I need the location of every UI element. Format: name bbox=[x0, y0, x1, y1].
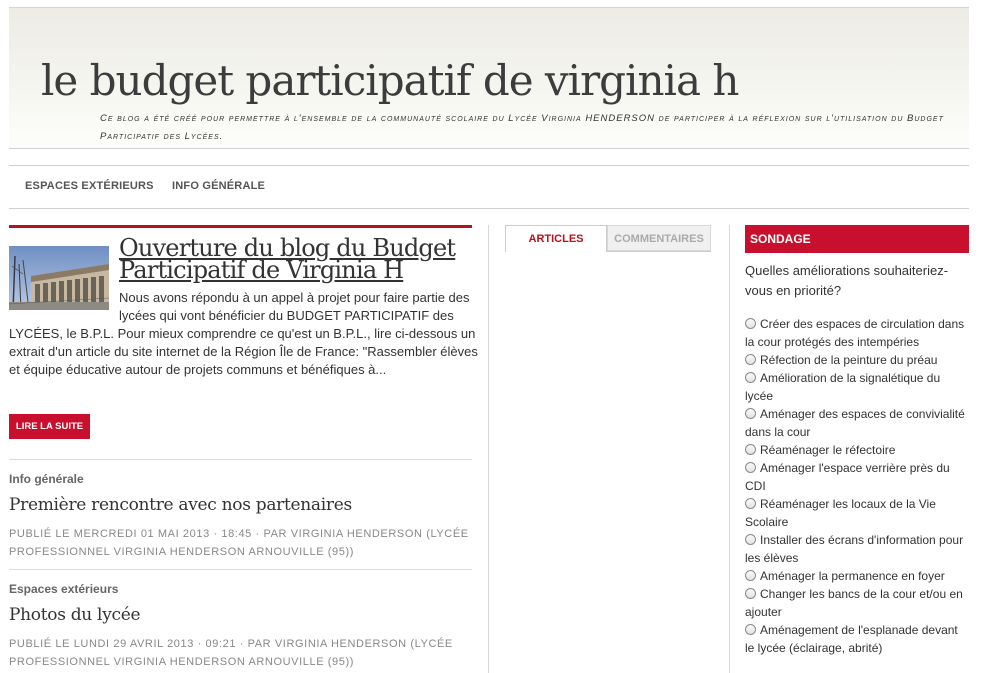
poll-option[interactable] bbox=[745, 405, 969, 441]
poll-option[interactable] bbox=[745, 531, 969, 567]
poll-option[interactable] bbox=[745, 585, 969, 621]
site-title[interactable]: le budget participatif de virginia h bbox=[41, 56, 739, 105]
radio-button[interactable] bbox=[745, 534, 756, 545]
poll-option-label: Réaménager le réfectoire bbox=[760, 443, 896, 457]
poll-heading: SONDAGE bbox=[745, 225, 969, 253]
poll-options bbox=[745, 315, 969, 657]
radio-button[interactable] bbox=[745, 570, 756, 581]
radio-button[interactable] bbox=[745, 498, 756, 509]
site-description: Ce blog a été créé pour permettre à l'ensemble de la communauté scolaire du Lycée Virginia HENDERSON de participer à la réflexion sur l'utilisation du Budget Participatif des Lycées. bbox=[100, 113, 944, 142]
nav-bottom-divider bbox=[9, 208, 969, 209]
radio-button[interactable] bbox=[745, 354, 756, 365]
nav-item-info-generale[interactable]: INFO GÉNÉRALE bbox=[172, 180, 266, 192]
poll-option[interactable] bbox=[745, 351, 969, 369]
poll-option[interactable] bbox=[745, 459, 969, 495]
featured-post-excerpt: Nous avons répondu à un appel à projet pour faire partie des lycées qui vont bénéficier du BUDGET PARTICIPATIF des LYCÉES, le B.P.L. Pour mieux comprendre ce qu'est un B.P.L., lire ci-dessous un extrait d'un article du site internet de la Région Île de France: "Rassembler élèves et équipe éducative autour de projets communs et bénéfiques à... bbox=[9, 290, 478, 377]
poll-option-label: Aménager la permanence en foyer bbox=[760, 569, 945, 583]
radio-button[interactable] bbox=[745, 444, 756, 455]
poll-option-label: Créer des espaces de circulation dans la cour protégés des intempéries bbox=[745, 317, 965, 349]
poll-option-label: Aménager l'espace verrière près du CDI bbox=[745, 461, 950, 493]
poll-option[interactable] bbox=[745, 441, 969, 459]
poll-question: Quelles améliorations souhaiteriez-vous en priorité? bbox=[745, 263, 949, 298]
featured-post-title[interactable]: Ouverture du blog du Budget Participatif de Virginia H bbox=[119, 234, 456, 284]
poll-option-label: Réaménager les locaux de la Vie Scolaire bbox=[745, 497, 936, 529]
poll-option[interactable] bbox=[745, 369, 969, 405]
tab-articles[interactable]: ARTICLES bbox=[505, 225, 607, 252]
post-separator bbox=[9, 569, 472, 570]
radio-button[interactable] bbox=[745, 588, 756, 599]
radio-button[interactable] bbox=[745, 318, 756, 329]
radio-button[interactable] bbox=[745, 408, 756, 419]
tab-comments[interactable]: COMMENTAIRES bbox=[607, 225, 711, 251]
site-header bbox=[9, 8, 969, 148]
tab-underline bbox=[607, 251, 711, 252]
main-nav bbox=[9, 166, 969, 208]
featured-post-excerpt-block bbox=[9, 289, 479, 379]
post-category-link[interactable]: Info générale bbox=[9, 472, 84, 486]
post-meta: PUBLIÉ LE MERCREDI 01 MAI 2013 · 18:45 · PAR VIRGINIA HENDERSON (LYCÉE PROFESSIONNEL VIRGINIA HENDERSON ARNOUVILLE (95)) bbox=[9, 528, 469, 558]
poll-option-label: Réfection de la peinture du préau bbox=[760, 353, 938, 367]
column-divider bbox=[488, 225, 489, 673]
radio-button[interactable] bbox=[745, 462, 756, 473]
radio-button[interactable] bbox=[745, 372, 756, 383]
post-category-link[interactable]: Espaces extérieurs bbox=[9, 582, 119, 596]
poll-option[interactable] bbox=[745, 315, 969, 351]
poll-option-label: Aménagement de l'esplanade devant le lycée (éclairage, abrité) bbox=[745, 623, 958, 655]
column-divider bbox=[729, 225, 730, 673]
post-meta: PUBLIÉ LE LUNDI 29 AVRIL 2013 · 09:21 · PAR VIRGINIA HENDERSON (LYCÉE PROFESSIONNEL VIRGINIA HENDERSON ARNOUVILLE (95)) bbox=[9, 638, 453, 668]
post-title-link[interactable]: Photos du lycée bbox=[9, 605, 141, 625]
poll-option[interactable] bbox=[745, 621, 969, 657]
radio-button[interactable] bbox=[745, 624, 756, 635]
posts-tabs bbox=[505, 225, 711, 252]
poll-option-label: Amélioration de la signalétique du lycée bbox=[745, 371, 941, 403]
post-title-link[interactable]: Première rencontre avec nos partenaires bbox=[9, 495, 352, 515]
post-separator bbox=[9, 459, 472, 460]
header-divider bbox=[9, 148, 969, 149]
featured-top-line bbox=[9, 225, 472, 228]
poll-option-label: Aménager des espaces de convivialité dans la cour bbox=[745, 407, 965, 439]
thumbnail-spacer bbox=[9, 289, 119, 317]
page bbox=[9, 0, 969, 673]
poll-option[interactable] bbox=[745, 567, 969, 585]
poll-option-label: Installer des écrans d'information pour les élèves bbox=[745, 533, 964, 565]
poll-option-label: Changer les bancs de la cour et/ou en ajouter bbox=[745, 587, 963, 619]
nav-item-espaces-exterieurs[interactable]: ESPACES EXTÉRIEURS bbox=[25, 180, 154, 192]
poll-option[interactable] bbox=[745, 495, 969, 531]
read-more-button[interactable]: LIRE LA SUITE bbox=[9, 414, 90, 439]
